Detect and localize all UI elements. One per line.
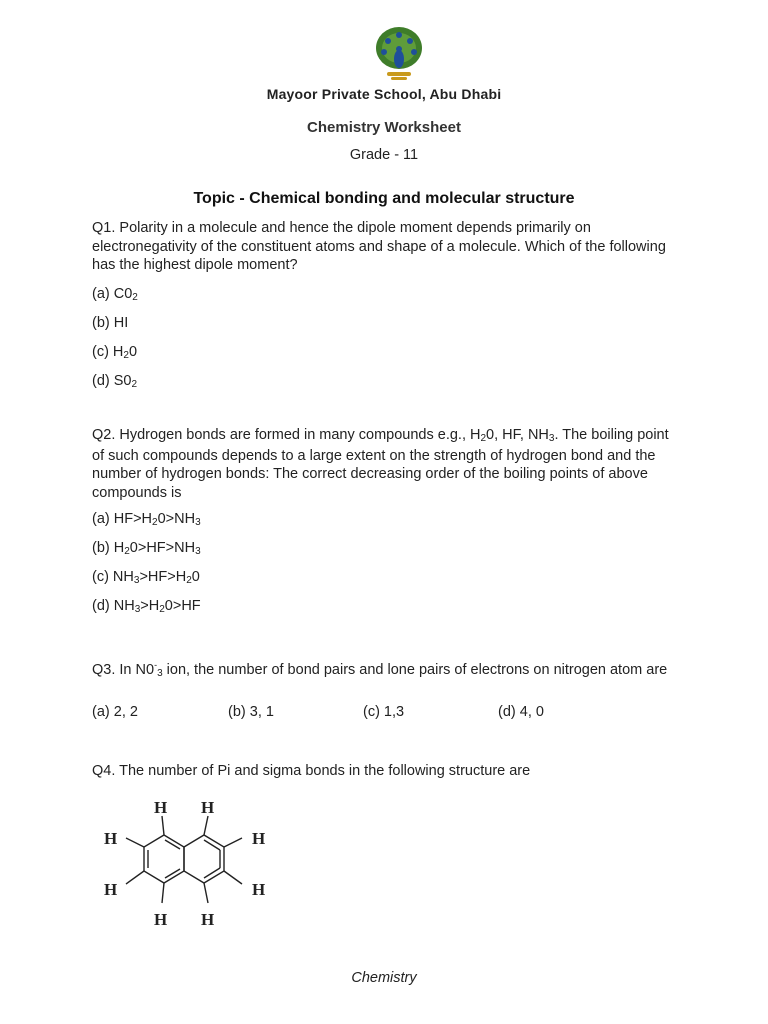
- grade-label: Grade - 11: [349, 147, 419, 163]
- question-2-text: Q2. Hydrogen bonds are formed in many compounds e.g., $H_20$, HF, $NH_3$. The boiling point of such compounds depends to a large extent on the strength of hydrogen bond and the number of hydrogen bonds: The correct decreasing order of the boiling points of above compounds is: [92, 427, 669, 501]
- school-logo-peacock: [372, 26, 426, 82]
- q2-option-a: (a) $HF>H_20>NH_3$: [92, 511, 201, 528]
- q3-option-c: (c) 1,3: [363, 704, 405, 720]
- question-3-text: Q3. In $N0^-_3$ ion, the number of bond pairs and lone pairs of electrons on nitrogen atom are: [92, 660, 668, 679]
- h-atom-label: H: [104, 880, 118, 899]
- footer-subject: Chemistry: [351, 970, 417, 986]
- q1-option-c: (c) $H_20$: [92, 344, 138, 361]
- worksheet-title: Chemistry Worksheet: [307, 119, 461, 136]
- h-atom-label: H: [154, 798, 168, 817]
- q3-option-b: (b) 3, 1: [228, 704, 274, 720]
- h-atom-label: H: [252, 880, 266, 899]
- q3-option-a: (a) 2, 2: [92, 704, 138, 720]
- question-1-text: Q1. Polarity in a molecule and hence the dipole moment depends primarily on electronegativity of the constituent atoms and shape of a molecule. Which of the following has the highest dipole moment?: [92, 220, 666, 273]
- question-4-text: Q4. The number of Pi and sigma bonds in the following structure are: [92, 763, 531, 779]
- naphthalene-structure: [96, 792, 286, 932]
- topic-heading: Topic - Chemical bonding and molecular structure: [193, 190, 575, 207]
- school-name: Mayoor Private School, Abu Dhabi: [266, 86, 502, 102]
- q2-option-c: (c) $NH_3>HF>H_20$: [92, 569, 200, 586]
- h-atom-label: H: [154, 910, 168, 929]
- q3-option-d: (d) 4, 0: [498, 704, 544, 720]
- h-atom-label: H: [201, 798, 215, 817]
- h-atom-label: H: [201, 910, 215, 929]
- q2-option-b: (b) $H_20>HF>NH_3$: [92, 540, 201, 557]
- q1-option-a: (a) $C0_2$: [92, 286, 138, 303]
- q1-option-d: (d) $S0_2$: [92, 373, 138, 390]
- q2-option-d: (d) $NH_3>H_20>HF$: [92, 598, 201, 615]
- h-atom-label: H: [104, 829, 118, 848]
- h-atom-label: H: [252, 829, 266, 848]
- q1-option-b: (b) HI: [92, 315, 129, 331]
